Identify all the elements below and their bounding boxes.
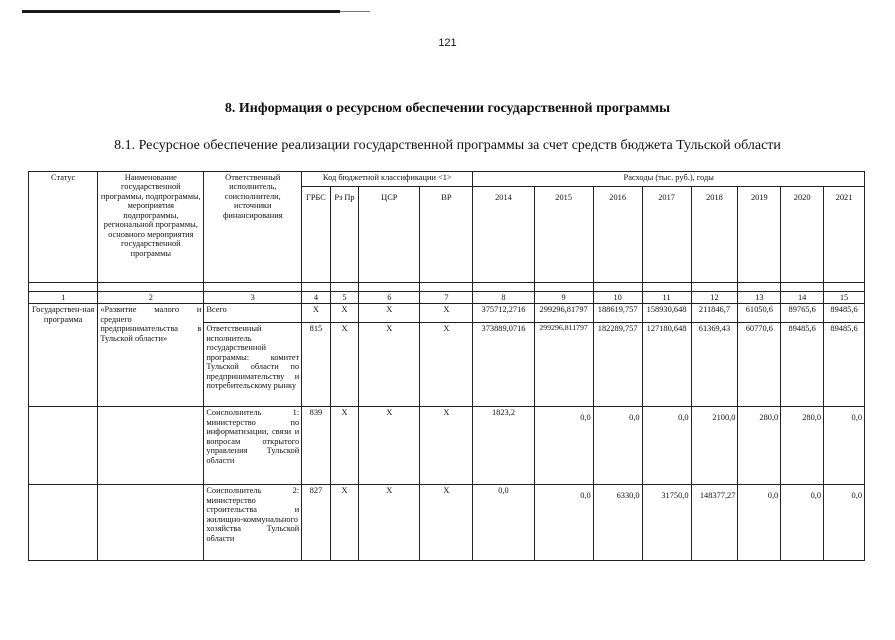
header-expenses-group: Расходы (тыс. руб.), годы [473, 172, 865, 187]
header-csr: ЦСР [359, 187, 420, 283]
header-vr: ВР [420, 187, 473, 283]
row-csr: X [359, 323, 420, 407]
row-value: 188619,757 [593, 304, 642, 323]
header-year: 2020 [781, 187, 824, 283]
table-row [29, 485, 865, 561]
header-year: 2016 [593, 187, 642, 283]
row-vr: X [420, 304, 473, 323]
row-executor: Ответственный исполнитель государственной программы: комитет Тульской области по предпринимательству и потребительскому рынку [204, 323, 302, 407]
row-value: 0,0 [473, 485, 534, 561]
row-value: 375712,2716 [473, 304, 534, 323]
header-name: Наименование государственной программы, подпрограммы, мероприятия подпрограммы, региональной программы, основного мероприятия государственной программы [98, 172, 204, 283]
column-number: 4 [302, 292, 331, 304]
page-number: 121 [438, 37, 457, 49]
table-row [29, 304, 865, 323]
row-grbs: 815 [302, 323, 331, 407]
row-rzpr: X [330, 304, 359, 323]
row-value: 61369,43 [691, 323, 738, 407]
row-value: 373889,0716 [473, 323, 534, 407]
row-value: 89485,6 [824, 323, 865, 407]
row-value: 0,0 [781, 485, 824, 561]
row-value: 299296,811797 [534, 323, 593, 407]
row-grbs: 827 [302, 485, 331, 561]
header-year: 2019 [738, 187, 781, 283]
column-number-row [29, 292, 865, 304]
row-value: 182289,757 [593, 323, 642, 407]
row-value: 0,0 [534, 407, 593, 485]
table-row [29, 407, 865, 485]
row-rzpr: X [330, 323, 359, 407]
row-program-name [98, 407, 204, 485]
header-year: 2018 [691, 187, 738, 283]
header-executor: Ответственный исполнитель, соисполнители, источники финансирования [204, 172, 302, 283]
column-number: 5 [330, 292, 359, 304]
row-value: 148377,27 [691, 485, 738, 561]
row-csr: X [359, 485, 420, 561]
row-value: 0,0 [738, 485, 781, 561]
resource-table [28, 171, 865, 561]
column-number: 9 [534, 292, 593, 304]
row-csr: X [359, 407, 420, 485]
row-value: 211846,7 [691, 304, 738, 323]
row-value: 31750,0 [642, 485, 691, 561]
row-value: 299296,81797 [534, 304, 593, 323]
row-rzpr: X [330, 485, 359, 561]
scan-artifact-bar [22, 10, 340, 13]
row-value: 280,0 [738, 407, 781, 485]
column-number: 12 [691, 292, 738, 304]
row-rzpr: X [330, 407, 359, 485]
row-value: 0,0 [642, 407, 691, 485]
row-grbs: X [302, 304, 331, 323]
row-value: 89485,6 [824, 304, 865, 323]
column-number: 14 [781, 292, 824, 304]
row-value: 0,0 [593, 407, 642, 485]
column-number: 2 [98, 292, 204, 304]
column-number: 8 [473, 292, 534, 304]
header-year: 2015 [534, 187, 593, 283]
header-kbk-group: Код бюджетной классификации <1> [302, 172, 473, 187]
row-value: 60770,6 [738, 323, 781, 407]
header-year: 2014 [473, 187, 534, 283]
row-value: 158930,648 [642, 304, 691, 323]
row-value: 6330,0 [593, 485, 642, 561]
row-value: 2100,0 [691, 407, 738, 485]
row-program-name: «Развитие малого и среднего предпринимательства в Тульской области» [98, 304, 204, 407]
row-value: 280,0 [781, 407, 824, 485]
row-csr: X [359, 304, 420, 323]
row-value: 1823,2 [473, 407, 534, 485]
column-number: 15 [824, 292, 865, 304]
row-value: 89765,6 [781, 304, 824, 323]
header-status: Статус [29, 172, 98, 283]
header-rzpr: Рз Пр [330, 187, 359, 283]
row-executor: Всего [204, 304, 302, 323]
row-status [29, 407, 98, 485]
section-title: 8. Информация о ресурсном обеспечении государственной программы [224, 101, 671, 116]
column-number: 1 [29, 292, 98, 304]
header-year: 2021 [824, 187, 865, 283]
row-status: Государствен-ная программа [29, 304, 98, 407]
row-program-name [98, 485, 204, 561]
row-status [29, 485, 98, 561]
header-grbs: ГРБС [302, 187, 331, 283]
row-vr: X [420, 323, 473, 407]
column-number: 3 [204, 292, 302, 304]
row-grbs: 839 [302, 407, 331, 485]
column-number: 6 [359, 292, 420, 304]
row-value: 0,0 [534, 485, 593, 561]
column-number: 13 [738, 292, 781, 304]
row-value: 61050,6 [738, 304, 781, 323]
column-number: 7 [420, 292, 473, 304]
row-value: 127180,648 [642, 323, 691, 407]
row-value: 0,0 [824, 485, 865, 561]
row-vr: X [420, 485, 473, 561]
row-vr: X [420, 407, 473, 485]
column-number: 11 [642, 292, 691, 304]
column-number: 10 [593, 292, 642, 304]
header-gap [29, 283, 865, 292]
row-executor: Соисполнитель 2: министерство строительства и жилищно-коммунального хозяйства Тульской области [204, 485, 302, 561]
row-executor: Соисполнитель 1: министерство по информатизации, связи и вопросам открытого управления Тульской области [204, 407, 302, 485]
row-value: 0,0 [824, 407, 865, 485]
header-year: 2017 [642, 187, 691, 283]
header-row-1 [29, 172, 865, 187]
section-subtitle: 8.1. Ресурсное обеспечение реализации государственной программы за счет средств бюджета Тульской области [114, 138, 781, 153]
row-value: 89485,6 [781, 323, 824, 407]
